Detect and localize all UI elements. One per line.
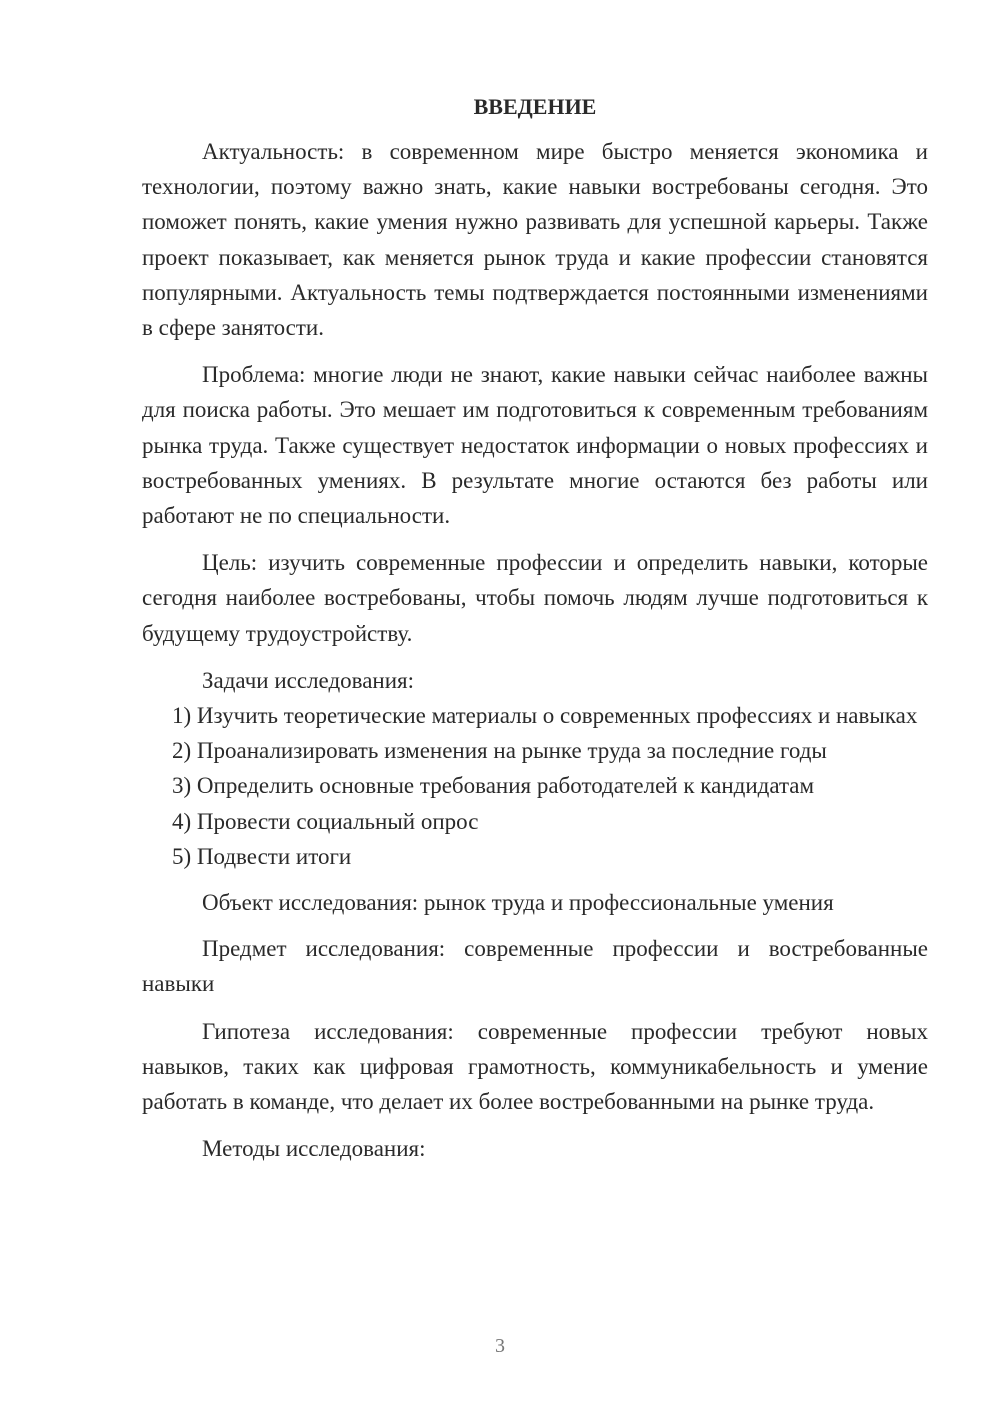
relevance-paragraph: Актуальность: в современном мире быстро меняется экономика и технологии, поэтому важно знать, какие навыки востребованы сегодня. Это поможет понять, какие умения нужно развивать для успешной карьеры. Также проект показывает, как меняется рынок труда и какие профессии становятся популярными. Актуальность темы подтверждается постоянными изменениями в сфере занятости. <box>142 139 928 341</box>
object-paragraph: Объект исследования: рынок труда и профессиональные умения <box>202 890 834 916</box>
hypothesis-paragraph: Гипотеза исследования: современные профессии требуют новых навыков, таких как цифровая грамотность, коммуникабельность и умение работать в команде, что делает их более востребованными на рынке труда. <box>142 1018 928 1115</box>
task-item-4: 4) Провести социальный опрос <box>172 808 479 834</box>
page-number: 3 <box>495 1335 505 1357</box>
subject-paragraph: Предмет исследования: современные профессии и востребованные навыки <box>142 936 928 997</box>
task-item-5: 5) Подвести итоги <box>172 843 352 869</box>
task-item-2: 2) Проанализировать изменения на рынке труда за последние годы <box>172 738 827 764</box>
page-title: ВВЕДЕНИЕ <box>473 94 597 119</box>
problem-paragraph: Проблема: многие люди не знают, какие навыки сейчас наиболее важны для поиска работы. Это мешает им подготовиться к современным требованиям рынка труда. Также существует недостаток информации о новых профессиях и востребованных умениях. В результате многие остаются без работы или работают не по специальности. <box>142 362 928 529</box>
goal-paragraph: Цель: изучить современные профессии и определить навыки, которые сегодня наиболее востребованы, чтобы помочь людям лучше подготовиться к будущему трудоустройству. <box>142 550 928 646</box>
task-item-1: 1) Изучить теоретические материалы о современных профессиях и навыках <box>172 703 918 729</box>
page-body <box>142 92 928 1166</box>
tasks-heading: Задачи исследования: <box>202 667 415 693</box>
methods-heading: Методы исследования: <box>202 1136 426 1162</box>
task-item-3: 3) Определить основные требования работодателей к кандидатам <box>172 773 815 799</box>
